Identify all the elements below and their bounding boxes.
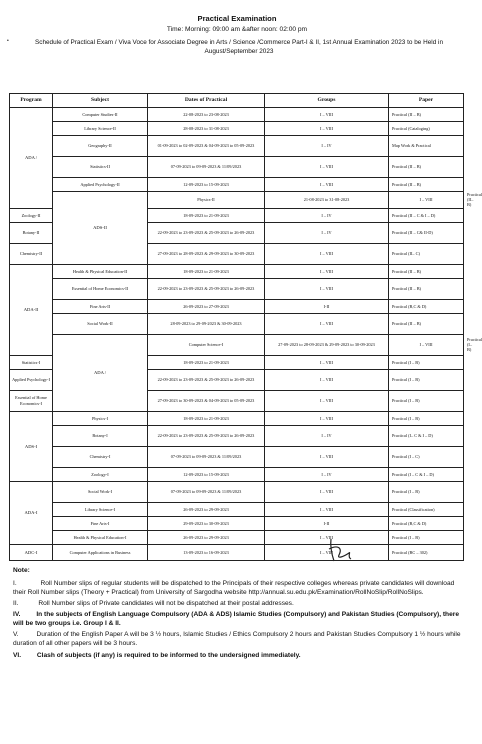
note-iv-number: IV.: [13, 611, 21, 618]
dates-cell: 18-09-2023 to 21-09-2023: [148, 355, 265, 369]
note-v-text: Duration of the English Paper A will be 3 ½ hours, Islamic Studies / Ethics Compulsory 2 hours and Pakistan Studies Compulsory 1 ½ hours while duration of all other papers will be 3 hours.: [13, 631, 461, 647]
column-header: Dates of Practical: [148, 94, 265, 108]
groups-cell: I – VIII: [265, 122, 389, 136]
dates-cell: 07-09-2023 to 09-09-2023 & 11/09/2023: [148, 157, 265, 178]
dates-cell: 22-08-2023 to 23-08-2023: [148, 108, 265, 122]
subject-cell: Essential of Home Economics-I: [10, 390, 53, 411]
page-title: Practical Examination: [197, 14, 277, 23]
groups-cell: I – VIII: [265, 544, 389, 560]
table-row: [10, 544, 464, 560]
column-header: Paper: [389, 94, 464, 108]
dates-cell: 28-09-2023 to 29-09-2023 & 30-09-2023: [148, 313, 265, 334]
groups-cell: I – IV: [265, 208, 389, 222]
subject-cell: Physics-I: [53, 411, 148, 425]
table-row: [10, 481, 464, 502]
subject-cell: Library Science-II: [53, 122, 148, 136]
paper-cell: Practical (II – C& II-D): [389, 222, 464, 243]
subject-cell: Health & Physical Education-II: [53, 264, 148, 278]
paper-cell: Practical (II – B): [389, 157, 464, 178]
bullet-mark: •: [7, 38, 9, 44]
groups-cell: I – VIII: [265, 481, 389, 502]
subject-cell: Fine Arts-II: [53, 299, 148, 313]
note-vi-number: VI.: [13, 652, 22, 659]
note-i-text: Roll Number slips of regular students will be dispatched to the Principals of their respective colleges whereas private candidates will download their Roll Number slips (Theory + Practical) from University of Sargodha website http://annual.su.edu.pk/Examination/RollNoSlip/RollNoSlips.: [13, 580, 455, 596]
subject-cell: Chemistry-II: [10, 243, 53, 264]
subject-cell: Geography-II: [53, 136, 148, 157]
paper-cell: Practical (II – B): [389, 278, 464, 299]
paper-cell: Practical (Classification): [389, 502, 464, 516]
dates-cell: 27-09-2023 to 28-09-2023 & 29-09-2023 to 30-09-2023: [148, 243, 265, 264]
table-row: [10, 108, 464, 122]
groups-cell: I – VIII: [265, 108, 389, 122]
dates-cell: 29-09-2023 to 30-09-2023: [148, 516, 265, 530]
subject-cell: Social Work-I: [53, 481, 148, 502]
subject-cell: Statistics-I: [10, 355, 53, 369]
table-row: [10, 122, 464, 136]
paper-cell: Practical (B,C & D): [389, 516, 464, 530]
paper-cell: Practical (II – B): [389, 313, 464, 334]
paper-cell: Map Work & Practical: [389, 136, 464, 157]
program-cell: ADA-II: [10, 264, 53, 355]
table-row: [10, 516, 464, 530]
paper-cell: Practical (I – B): [389, 481, 464, 502]
table-row: [10, 411, 464, 425]
paper-cell: Practical (I – B): [389, 530, 464, 544]
subject-cell: Essential of Home Economics-II: [53, 278, 148, 299]
groups-cell: I – VIII: [265, 369, 389, 390]
program-cell: ADS-I: [10, 411, 53, 481]
paper-cell: Practical (I – C): [389, 446, 464, 467]
dates-cell: 26-09-2023 to 29-09-2023: [148, 502, 265, 516]
note-v: [13, 630, 461, 648]
subject-cell: Botany-II: [10, 222, 53, 243]
table-row: [10, 278, 464, 299]
paper-cell: Practical (II – B): [389, 178, 464, 192]
groups-cell: I-II: [265, 299, 389, 313]
note-ii-text: Roll Number slips of Private candidates will not be dispatched at their postal addresses.: [38, 600, 294, 607]
paper-cell: Practical (II – C & I – D): [389, 208, 464, 222]
program-cell: ADS-II: [53, 192, 148, 265]
subject-cell: Library Science-I: [53, 502, 148, 516]
table-body: [10, 108, 482, 561]
groups-cell: I – VIII: [265, 178, 389, 192]
groups-cell: I – VIII: [265, 278, 389, 299]
table-row: [10, 299, 464, 313]
paper-cell: Practical (I– C & I – D): [389, 425, 464, 446]
note-i-number: I.: [13, 580, 17, 587]
subject-cell: Computer Applications in Business: [53, 544, 148, 560]
groups-cell: I – VIII: [389, 192, 464, 209]
dates-cell: 22-09-2023 to 23-09-2023 & 25-09-2023 to 26-09-2023: [148, 369, 265, 390]
header: [0, 14, 474, 33]
table-row: [10, 178, 464, 192]
program-cell: ADA /: [53, 334, 148, 411]
groups-cell: I – VIII: [265, 157, 389, 178]
groups-cell: I – IV: [265, 222, 389, 243]
subject-cell: Zoology-II: [10, 208, 53, 222]
subject-cell: Computer Science-I: [148, 334, 265, 355]
subject-cell: Applied Psychology-II: [53, 178, 148, 192]
table-row: [10, 264, 464, 278]
table-row: [10, 467, 464, 481]
table-row: [10, 502, 464, 516]
table-row: [10, 136, 464, 157]
groups-cell: I – IV: [265, 136, 389, 157]
paper-cell: Practical (B,C & D): [389, 299, 464, 313]
dates-cell: 18-09-2023 to 21-09-2023: [148, 208, 265, 222]
dates-cell: 27-09-2023 to 30-09-2023 & 04-09-2023 to 05-09-2023: [148, 390, 265, 411]
note-iv-text: In the subjects of English Language Compulsory (ADA & ADS) Islamic Studies (Compulsory) and Pakistan Studies (Compulsory), there will be two groups i.e. Group I & II.: [13, 611, 459, 627]
dates-cell: 21-08-2023 to 31-08-2023: [265, 192, 389, 209]
dates-cell: 01-09-2023 to 02-09-2023 & 04-09-2023 to 05-09-2023: [148, 136, 265, 157]
program-cell: ADA /: [10, 108, 53, 209]
dates-cell: 18-09-2023 to 21-09-2023: [148, 264, 265, 278]
dates-cell: 22-09-2023 to 23-09-2023 & 25-09-2023 to 26-09-2023: [148, 425, 265, 446]
dates-cell: 18-09-2023 to 21-09-2023: [148, 411, 265, 425]
subject-cell: Computer Studies-II: [53, 108, 148, 122]
table-row: [10, 446, 464, 467]
dates-cell: 27-09-2023 to 28-09-2023 & 29-09-2023 to 30-09-2023: [265, 334, 389, 355]
program-cell: ADA-I: [10, 481, 53, 544]
paper-cell: Practical (I – B): [389, 411, 464, 425]
paper-cell: Practical (I – B): [389, 355, 464, 369]
groups-cell: I – VIII: [265, 390, 389, 411]
note-v-number: V.: [13, 631, 19, 638]
subject-cell: Zoology-I: [53, 467, 148, 481]
subject-cell: Chemistry-I: [53, 446, 148, 467]
exam-time: Time: Morning: 09:00 am &after noon: 02:00 pm: [166, 26, 308, 33]
groups-cell: I – VIII: [265, 411, 389, 425]
subject-cell: Health & Physical Education-I: [53, 530, 148, 544]
groups-cell: I – IV: [265, 425, 389, 446]
paper-cell: Practical (I – B): [389, 369, 464, 390]
note-i: [13, 579, 461, 597]
dates-cell: 22-09-2023 to 23-09-2023 & 25-09-2023 to 26-09-2023: [148, 278, 265, 299]
dates-cell: 28-08-2023 to 31-08-2023: [148, 122, 265, 136]
groups-cell: I – VIII: [265, 355, 389, 369]
dates-cell: 13-09-2023 to 16-09-2023: [148, 544, 265, 560]
paper-cell: Practical (I – C & I – D): [389, 467, 464, 481]
program-cell: ADC-I: [10, 544, 53, 560]
groups-cell: I-II: [265, 516, 389, 530]
subject-cell: Fine Arts-I: [53, 516, 148, 530]
table-row: [10, 425, 464, 446]
groups-cell: I – VIII: [265, 243, 389, 264]
table-row: ADA / Computer Science-I 27-09-2023 to 28-09-2023 & 29-09-2023 to 30-09-2023 I – VIII Practical (I– B): [10, 334, 464, 355]
column-header: Groups: [265, 94, 389, 108]
practical-schedule-table: [9, 93, 482, 561]
dates-cell: 12-09-2023 to 15-09-2023: [148, 467, 265, 481]
paper-cell: Practical (II– C): [389, 243, 464, 264]
note-vi-text: Clash of subjects (if any) is required to be informed to the undersigned immediately.: [36, 652, 301, 659]
paper-cell: Practical (BC – 302): [389, 544, 464, 560]
notes-label: Note:: [13, 567, 30, 574]
paper-cell: Practical (II – B): [389, 264, 464, 278]
table-header-row: [10, 94, 464, 108]
column-header: Program: [10, 94, 53, 108]
note-ii-number: II.: [13, 600, 19, 607]
table-row: [10, 530, 464, 544]
groups-cell: I – VIII: [265, 313, 389, 334]
table-row: [10, 313, 464, 334]
groups-cell: I – VIII: [265, 530, 389, 544]
subject-cell: Applied Psychology-I: [10, 369, 53, 390]
dates-cell: 07-09-2023 to 09-09-2023 & 11/09/2023: [148, 446, 265, 467]
paper-cell: Practical (II – B): [389, 108, 464, 122]
notes-section: [13, 566, 461, 660]
note-ii: [13, 599, 461, 608]
dates-cell: 26-09-2023 to 29-09-2023: [148, 530, 265, 544]
subject-cell: Social Work-II: [53, 313, 148, 334]
paper-cell: Practical (I – B): [389, 390, 464, 411]
dates-cell: 22-09-2023 to 23-09-2023 & 25-09-2023 to 26-09-2023: [148, 222, 265, 243]
schedule-description: Schedule of Practical Exam / Viva Voce for Associate Degree in Arts / Science /Commerce Part-I & II, 1st Annual Examination 2023 to be Held in August/September 2023: [34, 39, 444, 55]
groups-cell: I – VIII: [265, 446, 389, 467]
table-row: [10, 157, 464, 178]
subject-cell: Physics-II: [148, 192, 265, 209]
groups-cell: I – VIII: [265, 264, 389, 278]
dates-cell: 26-09-2023 to 27-09-2023: [148, 299, 265, 313]
subject-cell: Botany-I: [53, 425, 148, 446]
paper-cell: Practical (Cataloging): [389, 122, 464, 136]
note-vi: [13, 651, 461, 660]
signature-mark: [325, 535, 355, 565]
groups-cell: I – IV: [265, 467, 389, 481]
column-header: Subject: [53, 94, 148, 108]
groups-cell: I – VIII: [265, 502, 389, 516]
dates-cell: 12-09-2023 to 15-09-2023: [148, 178, 265, 192]
table-row: ADS-II Physics-II 21-08-2023 to 31-08-2023 I – VIII Practical (II– B): [10, 192, 464, 209]
note-iv: [13, 610, 461, 628]
dates-cell: 07-09-2023 to 09-09-2023 & 11/09/2023: [148, 481, 265, 502]
groups-cell: I – VIII: [389, 334, 464, 355]
subject-cell: Statistics-II: [53, 157, 148, 178]
